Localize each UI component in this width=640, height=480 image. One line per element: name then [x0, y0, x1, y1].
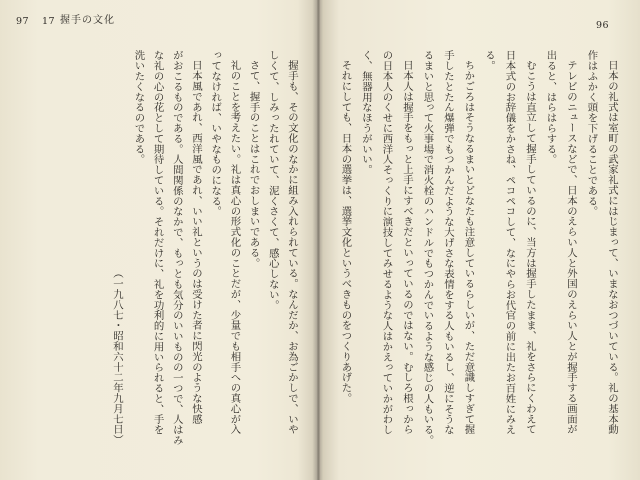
right-page-line-4: 出ると、はらはらする。: [544, 50, 557, 165]
right-page-line-6: 日本式のお辞儀をかさね、ペコペコして、なにやらお代官の前に出たお百姓にみえ: [503, 50, 516, 435]
left-page-line-1: 握手も、その文化のなかに組み入れられている。なんだか、お為ごかしで、いや: [286, 60, 298, 435]
right-page-line-10: るまいと思って火事場で消火栓のハンドルでもつかんでいるような感じの人もいる。: [421, 50, 434, 446]
right-page: [322, 0, 640, 480]
right-page-line-12: の日本人のくせに西洋人そっくりに演技してみせるような人はかえっていかがわし: [380, 50, 393, 435]
right-page-line-8: ちかごろはそうなるまいとどなたも注意しているらしいが、ただ意識しすぎて握: [462, 60, 475, 435]
left-page-line-3: さて、握手のことはこれでおしまいである。: [247, 60, 260, 269]
left-page-line-9: 洗いたくなるのである。: [132, 50, 145, 165]
left-page-line-8: な礼の心の花として期待している。それだけに、礼を功利的に用いられると、手を: [151, 50, 164, 435]
right-page-number: 96: [596, 20, 610, 31]
essay-date: （一九八七・昭和六十二年九月七日）: [111, 268, 123, 445]
right-page-line-5: むこうは直立して握手しているのに、当方は握手したまま、礼をさらにくわえて: [524, 60, 536, 435]
left-page-line-2: しくて、しみったれていて、泥くさくて、感心しない。: [266, 50, 279, 310]
right-page-line-14: それにしても、日本の選挙は、選挙文化というべきものをつくりあげた。: [339, 60, 352, 404]
left-page-line-6: 日本風であれ、西洋風であれ、いい礼というのは受けた者に閃光のような快感: [190, 60, 202, 425]
right-page-line-11: 日本人は握手をもっと上手にすべきだといっているのではない。むしろ根っから: [401, 60, 413, 435]
right-page-line-9: 手したとたん爆弾でもつかんだような大げさな表情をする人もいるし、逆にそうな: [442, 50, 454, 435]
left-page-number: 97: [16, 16, 30, 27]
right-page-line-13: く、無器用なほうがいい。: [360, 50, 372, 175]
left-page-line-5: ってなければ、いやなものになる。: [209, 50, 222, 217]
left-page-line-7: がおこるものである。人間関係のなかで、もっとも気分のいいものの一つで、人はみ: [170, 50, 183, 446]
right-page-line-7: る。: [483, 50, 495, 71]
right-page-line-2: 作はふかく頭を下げることである。: [585, 50, 598, 217]
chapter-title: 握手の文化: [60, 15, 115, 26]
page-gutter: [317, 0, 320, 480]
right-page-line-1: 日本の礼式は室町の武家礼式にはじまって、いまなおつづいている。礼の基本動: [606, 60, 618, 435]
right-page-line-3: テレビのニュースなどで、日本のえらい人と外国のえらい人とが握手する画面が: [565, 60, 577, 435]
left-page: [0, 0, 318, 480]
left-page-line-4: 礼のことを考えたい。礼は真心の形式化のことだが、少量でも相手への真心が入: [228, 60, 241, 435]
chapter-number: 17: [42, 16, 56, 27]
